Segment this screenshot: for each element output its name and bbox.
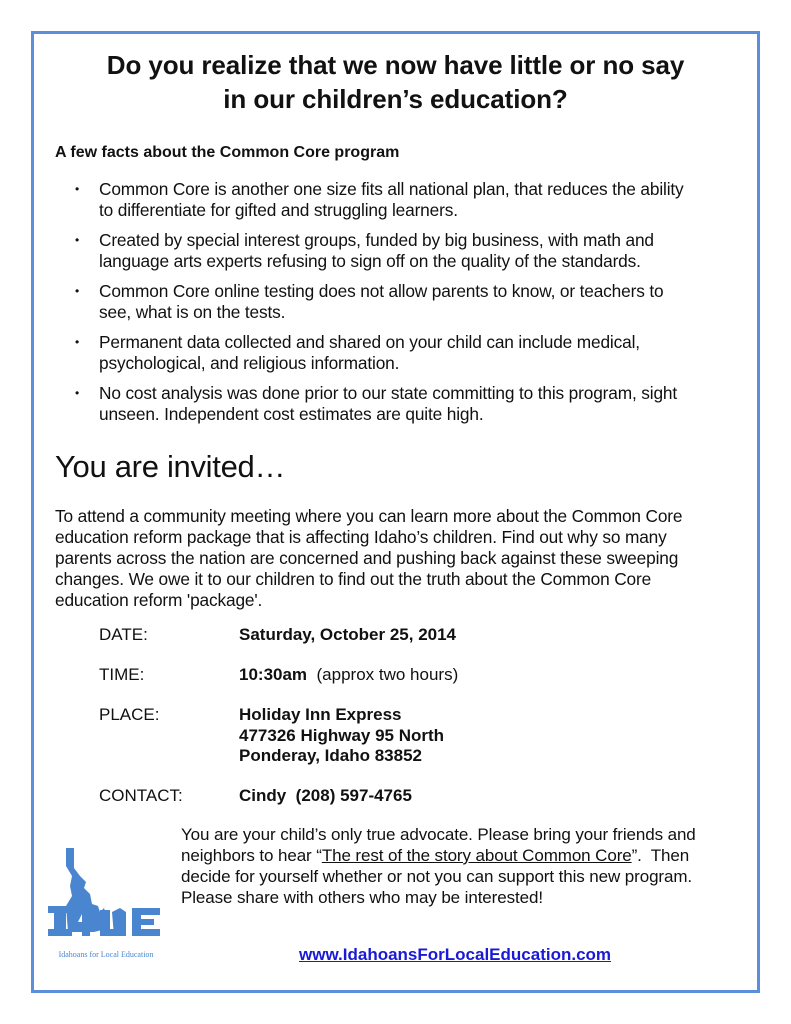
place-label: PLACE: <box>99 705 160 724</box>
place-value: Holiday Inn Express 477326 Highway 95 North Ponderay, Idaho 83852 <box>239 705 445 765</box>
fact-item: • Created by special interest groups, funded by big business, with math and language arts experts refusing to sign off on the quality of the standards. <box>75 230 654 271</box>
date-label: DATE: <box>99 625 148 644</box>
title-line-2: in our children’s education? <box>223 84 568 114</box>
bullet-icon: • <box>75 335 80 349</box>
contact-value: Cindy (208) 597-4765 <box>239 786 412 805</box>
time-row <box>99 665 458 686</box>
bullet-icon: • <box>75 233 80 247</box>
fact-item: • Common Core online testing does not allow parents to know, or teachers to see, what is on the tests. <box>75 281 664 322</box>
contact-label: CONTACT: <box>99 786 183 805</box>
contact-row <box>99 786 458 807</box>
time-label: TIME: <box>99 665 145 684</box>
date-value: Saturday, October 25, 2014 <box>239 625 457 644</box>
time-value: 10:30am <box>239 665 308 684</box>
website-link[interactable]: www.IdahoansForLocalEducation.com <box>299 945 612 964</box>
invited-heading: You are invited… <box>55 449 286 484</box>
fact-item: • No cost analysis was done prior to our state committing to this program, sight unseen. Independent cost estimates are quite high. <box>75 383 678 424</box>
facts-heading: A few facts about the Common Core program <box>55 144 400 161</box>
facts-list <box>55 179 755 434</box>
intro-paragraph: To attend a community meeting where you can learn more about the Common Core education reform package that is affecting Idaho’s children. Find out why so many parents across the nation are concerned and pushing back against these sweeping changes. We owe it to our children to find out the truth about the Common Core education reform 'package'. <box>55 506 683 610</box>
bullet-icon: • <box>75 284 80 298</box>
idaho-state-logo-icon <box>46 846 166 962</box>
event-details <box>99 625 458 826</box>
closing-paragraph: You are your child’s only true advocate. Please bring your friends and neighbors to hear “The rest of the story about Common Core”. Then decide for yourself whether or not you can support this new program. Please share with others who may be interested! <box>181 825 696 907</box>
date-row <box>99 625 458 646</box>
time-note: (approx two hours) <box>316 665 459 684</box>
bullet-icon: • <box>75 182 80 196</box>
fact-item: • Common Core is another one size fits all national plan, that reduces the ability to differentiate for gifted and struggling learners. <box>75 179 684 220</box>
place-row <box>99 705 458 767</box>
logo-caption: Idahoans for Local Education <box>58 950 154 959</box>
fact-item: • Permanent data collected and shared on your child can include medical, psychological, and religious information. <box>75 332 640 373</box>
title-line-1: Do you realize that we now have little or no say <box>106 50 685 80</box>
underlined-phrase: The rest of the story about Common Core <box>321 846 632 865</box>
bullet-icon: • <box>75 386 80 400</box>
page-title <box>34 48 757 116</box>
